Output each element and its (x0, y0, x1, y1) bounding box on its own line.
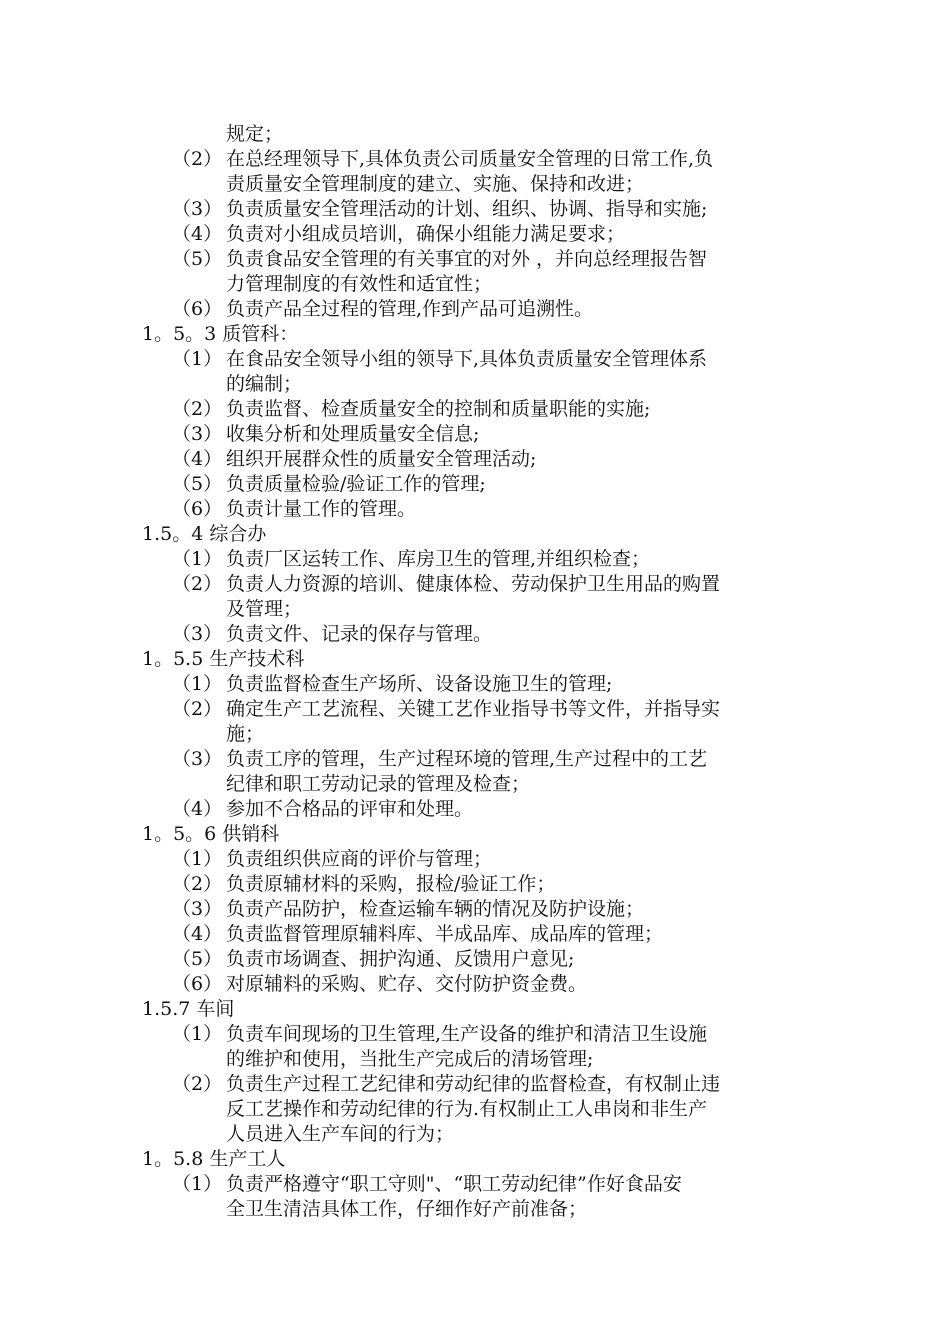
continuation-line: 力管理制度的有效性和适宜性； (226, 273, 493, 295)
list-item (142, 147, 812, 172)
item-number: （2） (172, 698, 223, 720)
item-text: 负责严格遵守“职工守则"、“职工劳动纪律”作好食品安 (226, 1173, 682, 1195)
continuation-line: 及管理； (226, 598, 303, 620)
item-text: 确定生产工艺流程、关键工艺作业指导书等文件，并指导实 (226, 698, 721, 720)
item-number: （2） (172, 398, 223, 420)
continuation-line: 的维护和使用，当批生产完成后的清场管理; (226, 1048, 594, 1070)
section-heading: 1。5.8 生产工人 (142, 1148, 286, 1170)
list-item (142, 697, 812, 722)
item-number: （5） (172, 948, 223, 970)
section-heading: 1。5。6 供销科 (142, 823, 280, 845)
item-text: 负责对小组成员培训，确保小组能力满足要求； (226, 223, 626, 245)
list-item (142, 1172, 812, 1197)
list-item (142, 672, 812, 697)
item-number: （5） (172, 248, 223, 270)
item-number: （3） (172, 198, 223, 220)
item-text: 负责原辅材料的采购，报检/验证工作； (226, 873, 556, 895)
continuation-line: 全卫生清洁具体工作，仔细作好产前准备； (226, 1198, 588, 1220)
item-text: 负责人力资源的培训、健康体检、劳动保护卫生用品的购置 (226, 573, 721, 595)
list-item (142, 297, 812, 322)
item-text: 负责产品防护，检查运输车辆的情况及防护设施； (226, 898, 645, 920)
item-text: 负责厂区运转工作、库房卫生的管理,并组织检查； (226, 548, 651, 570)
continuation-line: 人员进入生产车间的行为； (226, 1123, 455, 1145)
item-text: 对原辅料的采购、贮存、交付防护资金费。 (226, 973, 588, 995)
section-heading: 1.5.7 车间 (142, 998, 235, 1020)
item-text: 组织开展群众性的质量安全管理活动; (226, 448, 537, 470)
list-item (142, 572, 812, 597)
item-number: （1） (172, 673, 223, 695)
item-number: （5） (172, 473, 223, 495)
item-number: （1） (172, 548, 223, 570)
list-item (142, 347, 812, 372)
item-text: 负责监督管理原辅料库、半成品库、成品库的管理； (226, 923, 664, 945)
item-number: （4） (172, 223, 223, 245)
list-item (142, 797, 812, 822)
item-number: （4） (172, 923, 223, 945)
list-item (142, 922, 812, 947)
item-number: （1） (172, 348, 223, 370)
list-item (142, 1022, 812, 1047)
item-text: 在食品安全领导小组的领导下,具体负责质量安全管理体系 (226, 348, 708, 370)
item-number: （3） (172, 423, 223, 445)
item-text: 负责质量安全管理活动的计划、组织、协调、指导和实施; (226, 198, 708, 220)
section-heading: 1。5。3 质管科： (142, 323, 299, 345)
item-text: 负责计量工作的管理。 (226, 498, 417, 520)
item-text: 负责市场调查、拥护沟通、反馈用户意见; (226, 948, 575, 970)
list-item (142, 222, 812, 247)
item-number: （3） (172, 898, 223, 920)
section-heading: 1。5.5 生产技术科 (142, 648, 305, 670)
list-item (142, 1072, 812, 1097)
item-number: （4） (172, 798, 223, 820)
item-number: （6） (172, 973, 223, 995)
item-text: 参加不合格品的评审和处理。 (226, 798, 474, 820)
continuation-line: 责质量安全管理制度的建立、实施、保持和改进； (226, 173, 645, 195)
list-item (142, 847, 812, 872)
item-number: （4） (172, 448, 223, 470)
list-item (142, 397, 812, 422)
list-item (142, 197, 812, 222)
item-number: （1） (172, 848, 223, 870)
item-text: 收集分析和处理质量安全信息; (226, 423, 480, 445)
item-text: 负责车间现场的卫生管理,生产设备的维护和清洁卫生设施 (226, 1023, 708, 1045)
item-text: 负责监督检查生产场所、设备设施卫生的管理; (226, 673, 613, 695)
item-number: （2） (172, 873, 223, 895)
item-number: （6） (172, 498, 223, 520)
continuation-line: 施； (226, 723, 265, 745)
list-item (142, 872, 812, 897)
list-item (142, 247, 812, 272)
list-item (142, 622, 812, 647)
item-text: 负责食品安全管理的有关事宜的对外 ，并向总经理报告智 (226, 248, 708, 270)
list-item (142, 447, 812, 472)
item-text: 负责生产过程工艺纪律和劳动纪律的监督检查，有权制止违 (226, 1073, 721, 1095)
list-item (142, 547, 812, 572)
item-text: 负责监督、检查质量安全的控制和质量职能的实施; (226, 398, 651, 420)
item-text: 负责产品全过程的管理,作到产品可追溯性。 (226, 298, 594, 320)
continuation-line: 规定； (226, 123, 284, 145)
list-item (142, 972, 812, 997)
section-heading: 1.5。4 综合办 (142, 523, 267, 545)
list-item (142, 472, 812, 497)
item-number: （2） (172, 573, 223, 595)
item-text: 负责文件、记录的保存与管理。 (226, 623, 493, 645)
list-item (142, 947, 812, 972)
list-item (142, 897, 812, 922)
continuation-line: 的编制； (226, 373, 303, 395)
continuation-line: 反工艺操作和劳动纪律的行为.有权制止工人串岗和非生产 (226, 1098, 708, 1120)
item-text: 负责组织供应商的评价与管理； (226, 848, 493, 870)
item-text: 在总经理领导下,具体负责公司质量安全管理的日常工作,负 (226, 148, 714, 170)
item-number: （1） (172, 1173, 223, 1195)
item-number: （6） (172, 298, 223, 320)
item-number: （1） (172, 1023, 223, 1045)
continuation-line: 纪律和职工劳动记录的管理及检查； (226, 773, 531, 795)
document-body (142, 122, 812, 1222)
list-item (142, 422, 812, 447)
item-number: （3） (172, 748, 223, 770)
list-item (142, 497, 812, 522)
item-text: 负责工序的管理，生产过程环境的管理,生产过程中的工艺 (226, 748, 708, 770)
item-number: （2） (172, 1073, 223, 1095)
item-text: 负责质量检验/验证工作的管理; (226, 473, 486, 495)
list-item (142, 747, 812, 772)
item-number: （3） (172, 623, 223, 645)
item-number: （2） (172, 148, 223, 170)
